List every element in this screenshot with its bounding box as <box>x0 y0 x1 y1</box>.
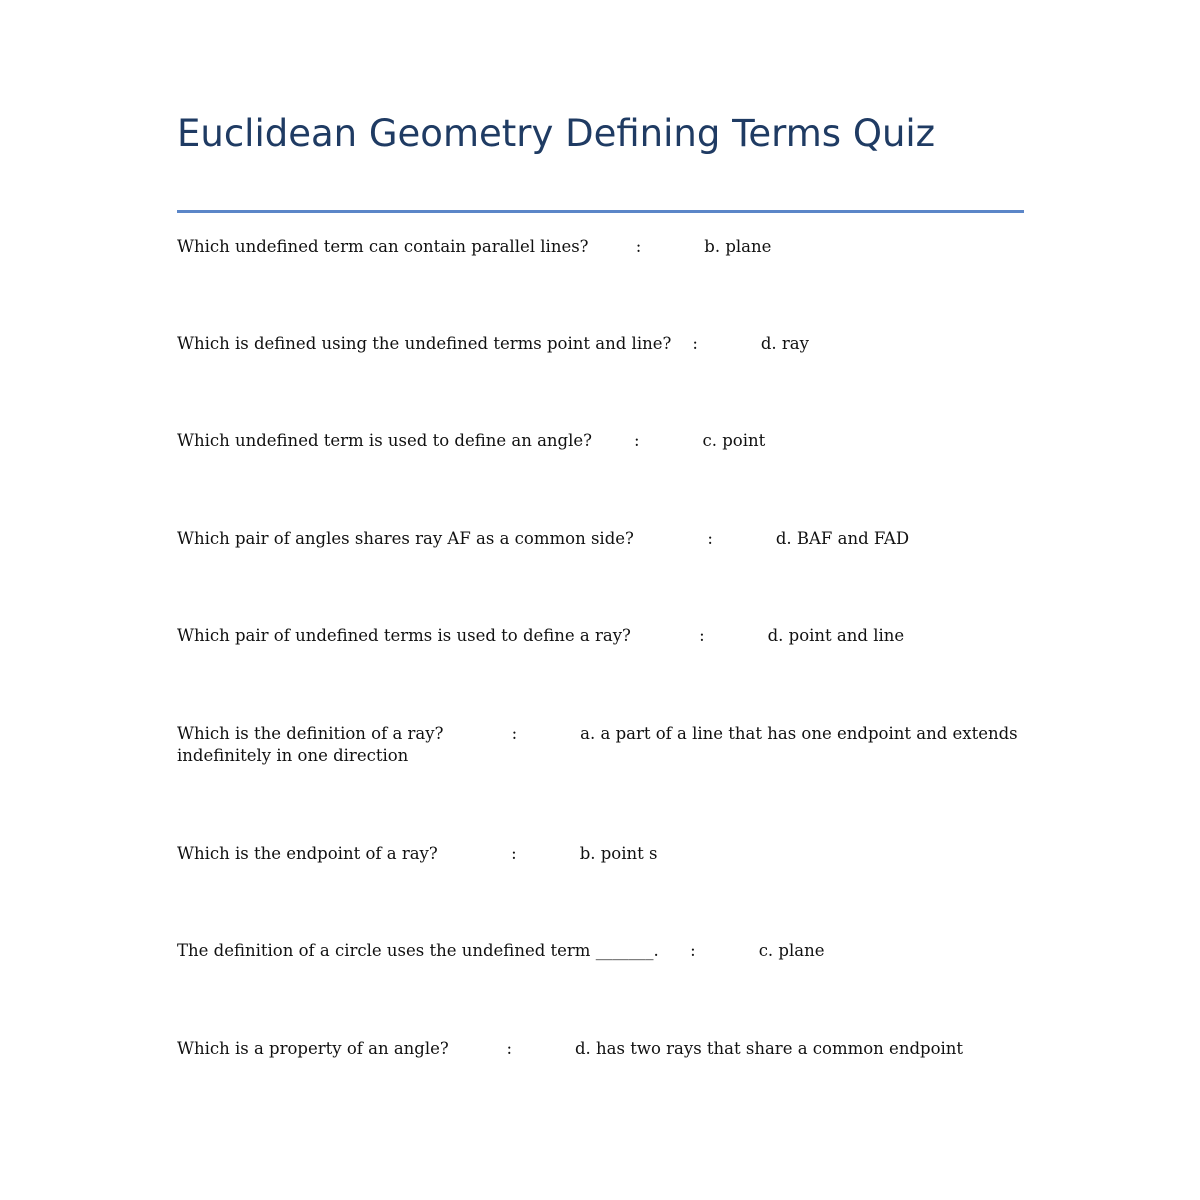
quiz-item <box>177 843 1024 865</box>
answer-text: b. plane <box>704 237 772 256</box>
quiz-item <box>177 723 1024 767</box>
quiz-item <box>177 333 1024 355</box>
separator: : <box>699 626 705 645</box>
answer-text: c. point <box>702 431 766 450</box>
title-divider <box>177 210 1024 213</box>
question-text: Which pair of undefined terms is used to define a ray? <box>177 626 631 645</box>
answer-text: c. plane <box>758 941 825 960</box>
question-text: Which is the endpoint of a ray? <box>177 844 438 863</box>
quiz-page <box>177 0 1024 1200</box>
question-text: Which undefined term is used to define an angle? <box>177 431 592 450</box>
answer-text: d. has two rays that share a common endpoint <box>574 1039 964 1058</box>
quiz-item <box>177 1038 1024 1060</box>
separator: : <box>511 724 518 743</box>
separator: : <box>635 237 642 256</box>
answer-text: d. BAF and FAD <box>775 529 910 548</box>
separator: : <box>511 844 517 863</box>
question-text: Which undefined term can contain parallel lines? <box>177 237 589 256</box>
question-text: Which is defined using the undefined terms point and line? <box>177 334 672 353</box>
separator: : <box>690 941 696 960</box>
separator: : <box>506 1039 513 1058</box>
answer-text: a. a part of a line that has one endpoint and extends indefinitely in one direction <box>177 724 1023 765</box>
separator: : <box>692 334 698 353</box>
question-text: Which is the definition of a ray? <box>177 724 444 743</box>
question-text: Which is a property of an angle? <box>177 1039 449 1058</box>
quiz-item <box>177 625 1024 647</box>
answer-text: d. ray <box>760 334 809 353</box>
question-text: The definition of a circle uses the undefined term _______. <box>177 941 659 960</box>
separator: : <box>707 529 713 548</box>
quiz-item <box>177 940 1024 962</box>
quiz-item <box>177 528 1024 550</box>
quiz-item <box>177 236 1024 258</box>
answer-text: b. point s <box>579 844 658 863</box>
question-text: Which pair of angles shares ray AF as a common side? <box>177 529 634 548</box>
answer-text: d. point and line <box>767 626 905 645</box>
separator: : <box>633 431 640 450</box>
page-title: Euclidean Geometry Defining Terms Quiz <box>177 112 936 155</box>
quiz-item <box>177 430 1024 452</box>
